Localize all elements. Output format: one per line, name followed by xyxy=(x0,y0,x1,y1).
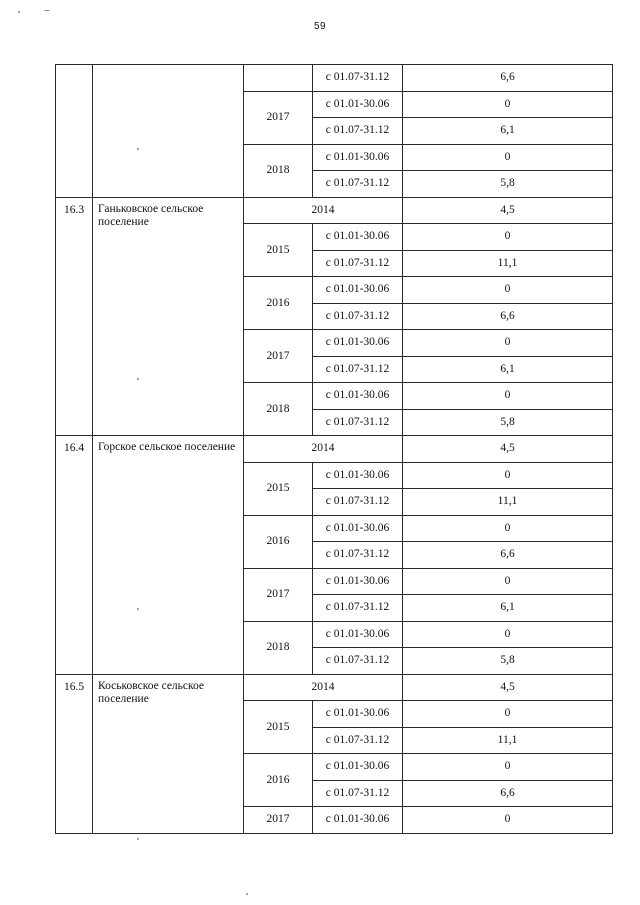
page-number: 59 xyxy=(313,21,327,32)
value-cell: 0 xyxy=(403,621,613,648)
settlement-name-cell xyxy=(93,65,244,198)
period-cell: с 01.07-31.12 xyxy=(313,489,403,516)
value-cell: 5,8 xyxy=(403,409,613,436)
scan-speck xyxy=(44,10,50,11)
period-cell: с 01.01-30.06 xyxy=(313,383,403,410)
value-cell: 0 xyxy=(403,701,613,728)
tariff-table-body xyxy=(56,65,613,834)
value-cell: 6,6 xyxy=(403,542,613,569)
value-cell: 0 xyxy=(403,462,613,489)
table-row xyxy=(56,674,613,701)
value-cell: 5,8 xyxy=(403,171,613,198)
settlement-name-cell: Ганьковское сельское поселение xyxy=(93,197,244,436)
scan-speck xyxy=(18,11,20,13)
year-cell: 2016 xyxy=(244,515,313,568)
period-cell: с 01.07-31.12 xyxy=(313,542,403,569)
period-cell: с 01.01-30.06 xyxy=(313,515,403,542)
period-cell: с 01.07-31.12 xyxy=(313,250,403,277)
value-cell: 0 xyxy=(403,383,613,410)
period-cell: с 01.01-30.06 xyxy=(313,701,403,728)
period-cell: с 01.01-30.06 xyxy=(313,754,403,781)
scan-speck xyxy=(246,893,248,895)
year-cell: 2014 xyxy=(244,436,403,463)
year-cell: 2016 xyxy=(244,277,313,330)
value-cell: 0 xyxy=(403,330,613,357)
value-cell: 6,6 xyxy=(403,65,613,92)
table-row xyxy=(56,65,613,92)
item-number-cell: 16.3 xyxy=(56,197,93,436)
value-cell: 0 xyxy=(403,807,613,834)
settlement-name-cell: Горское сельское поселение xyxy=(93,436,244,675)
year-cell: 2016 xyxy=(244,754,313,807)
period-cell: с 01.01-30.06 xyxy=(313,144,403,171)
period-cell: с 01.01-30.06 xyxy=(313,277,403,304)
value-cell: 0 xyxy=(403,91,613,118)
year-cell: 2018 xyxy=(244,383,313,436)
settlement-name-cell: Коськовское сельское поселение xyxy=(93,674,244,833)
value-cell: 6,1 xyxy=(403,356,613,383)
period-cell: с 01.07-31.12 xyxy=(313,303,403,330)
scan-speck xyxy=(137,148,139,150)
value-cell: 11,1 xyxy=(403,250,613,277)
period-cell: с 01.01-30.06 xyxy=(313,621,403,648)
value-cell: 0 xyxy=(403,277,613,304)
value-cell: 11,1 xyxy=(403,727,613,754)
year-cell: 2017 xyxy=(244,568,313,621)
year-cell: 2017 xyxy=(244,91,313,144)
value-cell: 6,6 xyxy=(403,780,613,807)
period-cell: с 01.07-31.12 xyxy=(313,727,403,754)
year-cell: 2015 xyxy=(244,701,313,754)
period-cell: с 01.07-31.12 xyxy=(313,65,403,92)
value-cell: 4,5 xyxy=(403,436,613,463)
period-cell: с 01.01-30.06 xyxy=(313,91,403,118)
period-cell: с 01.01-30.06 xyxy=(313,462,403,489)
value-cell: 0 xyxy=(403,515,613,542)
year-cell: 2014 xyxy=(244,197,403,224)
period-cell: с 01.07-31.12 xyxy=(313,118,403,145)
scan-speck xyxy=(137,378,139,380)
year-cell: 2018 xyxy=(244,621,313,674)
value-cell: 0 xyxy=(403,224,613,251)
year-cell: 2015 xyxy=(244,462,313,515)
period-cell: с 01.07-31.12 xyxy=(313,780,403,807)
period-cell: с 01.07-31.12 xyxy=(313,171,403,198)
table-row xyxy=(56,436,613,463)
year-cell: 2017 xyxy=(244,807,313,834)
tariff-table xyxy=(55,64,613,834)
year-cell: 2015 xyxy=(244,224,313,277)
period-cell: с 01.07-31.12 xyxy=(313,409,403,436)
value-cell: 6,1 xyxy=(403,595,613,622)
item-number-cell: 16.4 xyxy=(56,436,93,675)
value-cell: 0 xyxy=(403,568,613,595)
period-cell: с 01.07-31.12 xyxy=(313,595,403,622)
scan-speck xyxy=(137,838,139,840)
value-cell: 6,6 xyxy=(403,303,613,330)
year-cell: 2018 xyxy=(244,144,313,197)
period-cell: с 01.01-30.06 xyxy=(313,807,403,834)
scan-speck xyxy=(137,608,139,610)
item-number-cell xyxy=(56,65,93,198)
value-cell: 11,1 xyxy=(403,489,613,516)
value-cell: 6,1 xyxy=(403,118,613,145)
value-cell: 5,8 xyxy=(403,648,613,675)
period-cell: с 01.07-31.12 xyxy=(313,648,403,675)
period-cell: с 01.07-31.12 xyxy=(313,356,403,383)
period-cell: с 01.01-30.06 xyxy=(313,330,403,357)
period-cell: с 01.01-30.06 xyxy=(313,568,403,595)
year-cell: 2014 xyxy=(244,674,403,701)
value-cell: 0 xyxy=(403,754,613,781)
value-cell: 4,5 xyxy=(403,674,613,701)
year-cell: 2017 xyxy=(244,330,313,383)
value-cell: 4,5 xyxy=(403,197,613,224)
item-number-cell: 16.5 xyxy=(56,674,93,833)
table-row xyxy=(56,197,613,224)
period-cell: с 01.01-30.06 xyxy=(313,224,403,251)
value-cell: 0 xyxy=(403,144,613,171)
year-cell xyxy=(244,65,313,92)
